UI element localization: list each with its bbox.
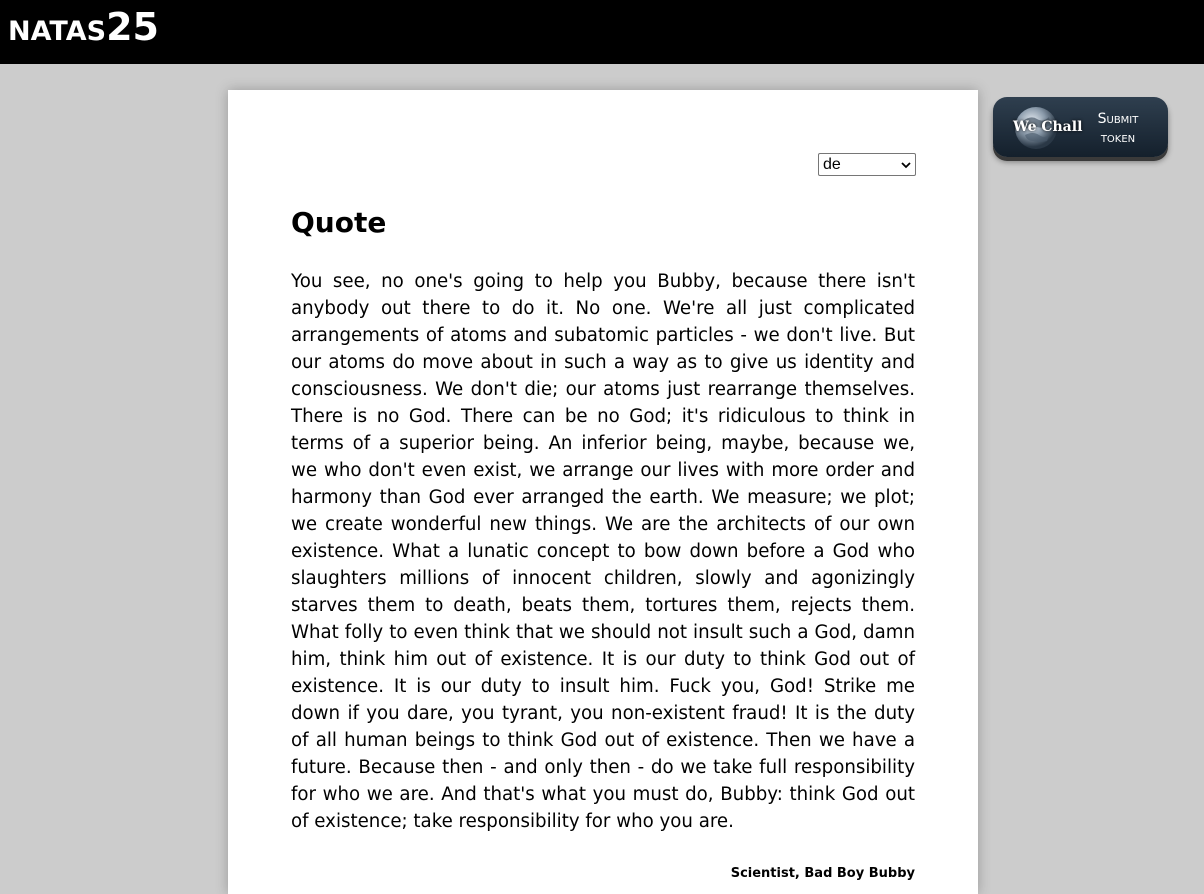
- language-select[interactable]: [818, 153, 916, 176]
- language-select-value: de: [823, 156, 841, 173]
- brand-number: 25: [106, 5, 159, 49]
- header-bar: [0, 0, 1204, 64]
- site-logo[interactable]: [8, 5, 159, 49]
- quote-title: Quote: [291, 206, 387, 239]
- wechall-submit-token-button[interactable]: [993, 97, 1168, 157]
- brand-text: NATAS: [8, 16, 107, 47]
- quote-text: You see, no one's going to help you Bubby, because there isn't anybody out there to do it. No one. We're all just complicated arrangements of atoms and subatomic particles - we don't live. But our atoms do move about in such a way as to give us identity and consciousness. We don't die; our atoms just rearrange themselves. There is no God. There can be no God; it's ridiculous to think in terms of a superior being. An inferior being, maybe, because we, we who don't even exist, we arrange our lives with more order and harmony than God ever arranged the earth. We measure; we plot; we create wonderful new things. We are the architects of our own existence. What a lunatic concept to bow down before a God who slaughters millions of innocent children, slowly and agonizingly starves them to death, beats them, tortures them, rejects them. What folly to even think that we should not insult such a God, damn him, think him out of existence. It is our duty to think God out of existence. It is our duty to insult him. Fuck you, God! Strike me down if you dare, you tyrant, you non-existent fraud! It is the duty of all human beings to think God out of existence. Then we have a future. Because then - and only then - do we take full responsibility for who we are. And that's what you must do, Bubby: think God out of existence; take responsibility for who you are.: [291, 271, 915, 832]
- quote-attribution: Scientist, Bad Boy Bubby: [730, 866, 915, 881]
- submit-label-line1: Submit: [1097, 111, 1139, 127]
- wechall-logo-text: We Chall: [1013, 119, 1083, 135]
- content-panel: [228, 90, 978, 894]
- chevron-down-icon: [901, 160, 911, 170]
- submit-token-label: [1091, 110, 1145, 148]
- submit-label-line2: token: [1100, 130, 1136, 146]
